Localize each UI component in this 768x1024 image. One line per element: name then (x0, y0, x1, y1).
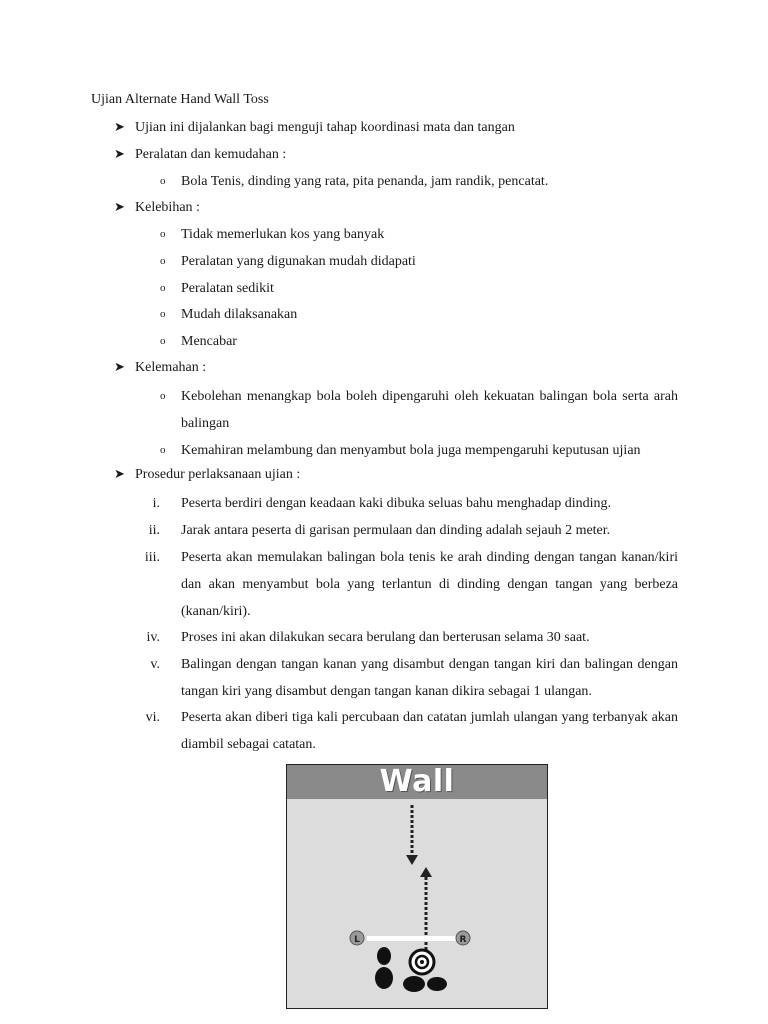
section-disadvantages (114, 359, 206, 376)
step-number: iii. (144, 550, 160, 565)
left-foot-icon (377, 947, 391, 965)
step-number: i. (152, 496, 160, 511)
step-number: v. (150, 657, 160, 672)
arrowhead-bullet-icon: ➤ (114, 146, 125, 161)
list-item: o Bola Tenis, dinding yang rata, pita penanda, jam randik, pencatat. (160, 168, 678, 195)
circle-bullet-icon: o (160, 335, 166, 347)
procedure-step: v. Balingan dengan tangan kanan yang disambut dengan tangan kiri dan balingan dengan tangan kiri yang disambut dengan tangan kanan dikira sebagai 1 ulangan. (130, 651, 678, 705)
step-number: iv. (146, 630, 160, 645)
circle-bullet-icon: o (160, 255, 166, 267)
section-label: Peralatan dan kemudahan : (135, 147, 287, 162)
section-equipment (114, 146, 286, 163)
list-item: o Peralatan yang digunakan mudah didapati (160, 248, 678, 275)
arrowhead-bullet-icon: ➤ (114, 199, 125, 214)
list-item: o Tidak memerlukan kos yang banyak (160, 221, 678, 248)
procedure-step: iv. Proses ini akan dilakukan secara berulang dan berterusan selama 30 saat. (130, 624, 678, 651)
arrow-down-icon (406, 855, 418, 865)
right-foot-icon (403, 976, 425, 992)
list-item: o Peralatan sedikit (160, 275, 678, 302)
wall-toss-diagram (286, 764, 548, 1009)
document-title: Ujian Alternate Hand Wall Toss (91, 92, 269, 107)
left-marker-label: L (354, 935, 360, 945)
circle-bullet-icon: o (160, 390, 166, 402)
right-marker-label: R (459, 935, 467, 945)
list-item: o Kemahiran melambung dan menyambut bola juga mempengaruhi keputusan ujian (160, 437, 678, 464)
start-line (367, 936, 467, 941)
arrowhead-bullet-icon: ➤ (114, 466, 125, 481)
circle-bullet-icon: o (160, 228, 166, 240)
circle-bullet-icon: o (160, 308, 166, 320)
arrowhead-bullet-icon: ➤ (114, 359, 125, 374)
step-number: vi. (145, 710, 160, 725)
arrow-up-icon (420, 867, 432, 877)
list-item: o Kebolehan menangkap bola boleh dipengaruhi oleh kekuatan balingan bola serta arah balingan (160, 383, 678, 437)
section-label: Prosedur perlaksanaan ujian : (135, 467, 301, 482)
section-procedure (114, 466, 300, 483)
diagram-drawing (287, 765, 547, 1008)
section-label: Ujian ini dijalankan bagi menguji tahap koordinasi mata dan tangan (135, 120, 515, 135)
procedure-step: vi. Peserta akan diberi tiga kali percubaan dan catatan jumlah ulangan yang terbanyak akan diambil sebagai catatan. (130, 704, 678, 758)
section-label: Kelemahan : (135, 360, 207, 375)
procedure-step: i. Peserta berdiri dengan keadaan kaki dibuka seluas bahu menghadap dinding. (130, 490, 678, 517)
wall-label: Wall (379, 764, 455, 799)
circle-bullet-icon: o (160, 444, 166, 456)
procedure-step: ii. Jarak antara peserta di garisan permulaan dan dinding adalah sejauh 2 meter. (130, 517, 678, 544)
procedure-step: iii. Peserta akan memulakan balingan bola tenis ke arah dinding dengan tangan kanan/kiri dan akan menyambut bola yang terlantun di dinding dengan tangan yang berbeza (kanan/kiri). (130, 544, 678, 625)
circle-bullet-icon: o (160, 282, 166, 294)
section-label: Kelebihan : (135, 200, 200, 215)
step-number: ii. (148, 523, 160, 538)
list-item: o Mudah dilaksanakan (160, 301, 678, 328)
section-purpose (114, 119, 515, 136)
circle-bullet-icon: o (160, 175, 166, 187)
list-item: o Mencabar (160, 328, 678, 355)
arrowhead-bullet-icon: ➤ (114, 119, 125, 134)
section-advantages (114, 199, 200, 216)
